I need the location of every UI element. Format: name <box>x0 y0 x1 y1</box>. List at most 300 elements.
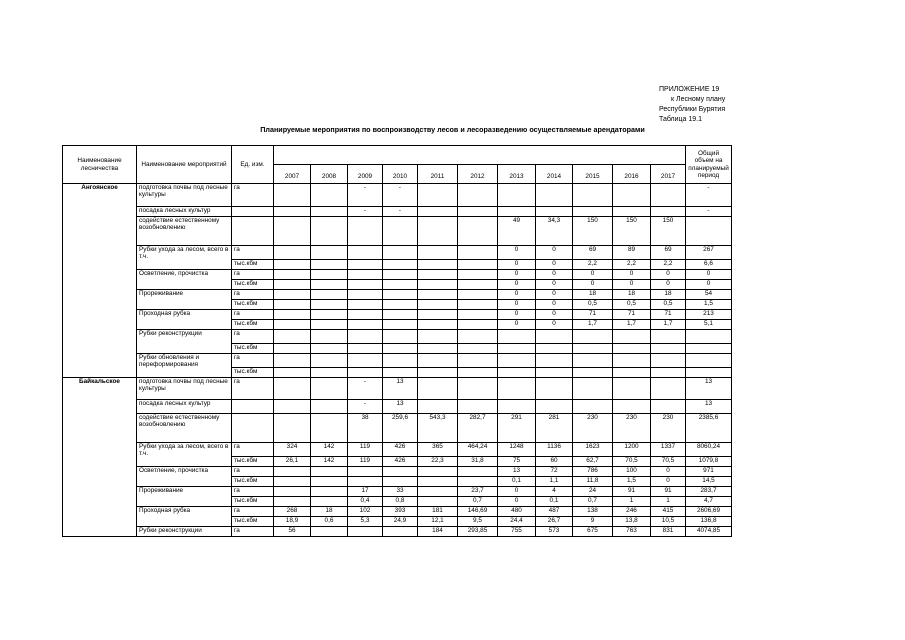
cell-value: 150 <box>613 217 651 246</box>
cell-value <box>383 354 418 368</box>
cell-value <box>458 184 498 207</box>
cell-unit: га <box>232 378 274 400</box>
cell-value <box>651 344 686 354</box>
cell-unit: тыс.кбм <box>232 517 274 527</box>
cell-activity: Прореживание <box>137 487 232 507</box>
cell-value <box>418 497 458 507</box>
table-row <box>63 467 732 477</box>
cell-value <box>383 368 418 378</box>
cell-value: - <box>383 184 418 207</box>
cell-value <box>311 497 348 507</box>
cell-value: 34,3 <box>536 217 573 246</box>
cell-value <box>498 344 536 354</box>
cell-value <box>311 184 348 207</box>
cell-value: 119 <box>348 443 383 457</box>
cell-value: - <box>348 400 383 414</box>
cell-value: 230 <box>651 414 686 443</box>
cell-value: 38 <box>348 414 383 443</box>
cell-value <box>274 320 311 330</box>
cell-value <box>498 378 536 400</box>
table-row <box>63 270 732 280</box>
cell-value <box>311 354 348 368</box>
header-forestry: Наименование лесничества <box>63 146 137 184</box>
cell-value <box>536 378 573 400</box>
cell-value: 0 <box>536 310 573 320</box>
cell-value: 146,69 <box>458 507 498 517</box>
cell-value: 9 <box>573 517 613 527</box>
cell-value <box>458 300 498 310</box>
cell-activity: Рубки обновления и переформирования <box>137 354 232 378</box>
cell-value: 31,8 <box>458 457 498 467</box>
cell-value <box>311 527 348 537</box>
header-year: 2008 <box>311 165 348 184</box>
cell-value <box>613 184 651 207</box>
cell-value <box>613 330 651 344</box>
cell-value <box>418 330 458 344</box>
cell-activity: Осветление, прочистка <box>137 467 232 487</box>
cell-value <box>274 354 311 368</box>
cell-value <box>651 184 686 207</box>
cell-total <box>686 344 732 354</box>
cell-value: 119 <box>348 457 383 467</box>
cell-value: 0 <box>498 270 536 280</box>
cell-value <box>274 477 311 487</box>
cell-value <box>311 487 348 497</box>
cell-total <box>686 330 732 344</box>
cell-value <box>651 330 686 344</box>
cell-value <box>418 368 458 378</box>
cell-value: 26,1 <box>274 457 311 467</box>
cell-activity: посадка лесных культур <box>137 400 232 414</box>
cell-value <box>418 344 458 354</box>
cell-value <box>458 260 498 270</box>
cell-value <box>348 330 383 344</box>
cell-value <box>613 378 651 400</box>
cell-value: 62,7 <box>573 457 613 467</box>
cell-value: 1,7 <box>651 320 686 330</box>
cell-value: 0 <box>536 270 573 280</box>
cell-value <box>418 217 458 246</box>
cell-value: 268 <box>274 507 311 517</box>
cell-value: 0 <box>498 290 536 300</box>
cell-value <box>274 344 311 354</box>
cell-value: 0,5 <box>651 300 686 310</box>
cell-unit <box>232 400 274 414</box>
cell-value: 1,7 <box>613 320 651 330</box>
cell-value: 181 <box>418 507 458 517</box>
cell-value: 12,1 <box>418 517 458 527</box>
cell-value <box>348 467 383 477</box>
cell-value: 75 <box>498 457 536 467</box>
cell-value: 259,6 <box>383 414 418 443</box>
cell-value: 56 <box>274 527 311 537</box>
cell-value <box>274 368 311 378</box>
cell-total: 1079,8 <box>686 457 732 467</box>
header-activity: Наименование мероприятий <box>137 146 232 184</box>
cell-unit: га <box>232 507 274 517</box>
cell-value: 26,7 <box>536 517 573 527</box>
cell-total: 6,6 <box>686 260 732 270</box>
header-year: 2012 <box>458 165 498 184</box>
table-row <box>63 290 732 300</box>
cell-activity: Рубки реконструкции <box>137 330 232 354</box>
cell-value: 1337 <box>651 443 686 457</box>
cell-value <box>383 270 418 280</box>
cell-value: - <box>383 207 418 217</box>
cell-value: 71 <box>613 310 651 320</box>
cell-activity: подготовка почвы под лесные культуры <box>137 378 232 400</box>
cell-value <box>573 330 613 344</box>
cell-value: 1,1 <box>536 477 573 487</box>
cell-value <box>498 354 536 368</box>
cell-value <box>383 467 418 477</box>
cell-total: 13 <box>686 400 732 414</box>
cell-unit <box>232 207 274 217</box>
cell-value <box>418 400 458 414</box>
cell-value: 18 <box>613 290 651 300</box>
cell-value <box>418 246 458 260</box>
table-row <box>63 400 732 414</box>
cell-value: 0 <box>651 477 686 487</box>
cell-value: 0 <box>613 280 651 290</box>
table-row <box>63 443 732 457</box>
cell-value <box>348 310 383 320</box>
cell-value <box>536 184 573 207</box>
cell-value <box>418 290 458 300</box>
cell-value <box>536 207 573 217</box>
cell-unit: тыс.кбм <box>232 260 274 270</box>
cell-value <box>348 320 383 330</box>
cell-value <box>348 477 383 487</box>
cell-value <box>348 527 383 537</box>
cell-total: 971 <box>686 467 732 477</box>
appendix-label: ПРИЛОЖЕНИЕ 19 <box>659 86 720 93</box>
cell-total: 1,5 <box>686 300 732 310</box>
cell-value <box>498 184 536 207</box>
cell-forestry: Ангоянское <box>63 184 137 378</box>
cell-value <box>274 467 311 477</box>
cell-value <box>651 400 686 414</box>
cell-value <box>311 400 348 414</box>
cell-value <box>311 260 348 270</box>
cell-value: 0,8 <box>383 497 418 507</box>
cell-value: 0,5 <box>573 300 613 310</box>
cell-activity: посадка лесных культур <box>137 207 232 217</box>
header-year: 2010 <box>383 165 418 184</box>
cell-unit: тыс.кбм <box>232 457 274 467</box>
cell-value <box>418 310 458 320</box>
cell-unit: га <box>232 246 274 260</box>
cell-value <box>348 217 383 246</box>
cell-value <box>458 290 498 300</box>
cell-value <box>573 184 613 207</box>
cell-value: 89 <box>613 246 651 260</box>
header-year: 2011 <box>418 165 458 184</box>
cell-value <box>458 378 498 400</box>
cell-value <box>274 414 311 443</box>
cell-value: 230 <box>573 414 613 443</box>
cell-value <box>458 330 498 344</box>
cell-activity: содействие естественному возобновлению <box>137 414 232 443</box>
cell-value: 1200 <box>613 443 651 457</box>
cell-value <box>274 207 311 217</box>
cell-value: 72 <box>536 467 573 477</box>
cell-value: 1248 <box>498 443 536 457</box>
cell-value: 70,5 <box>613 457 651 467</box>
cell-value <box>458 467 498 477</box>
cell-value: 0 <box>651 467 686 477</box>
cell-value: 786 <box>573 467 613 477</box>
cell-value <box>458 246 498 260</box>
cell-value <box>311 217 348 246</box>
cell-value: 675 <box>573 527 613 537</box>
cell-value <box>311 320 348 330</box>
cell-value <box>383 310 418 320</box>
cell-value <box>348 246 383 260</box>
cell-activity: Рубки реконструкции <box>137 527 232 537</box>
cell-value: 480 <box>498 507 536 517</box>
cell-value <box>311 378 348 400</box>
cell-value <box>458 400 498 414</box>
cell-value <box>458 310 498 320</box>
cell-unit: тыс.кбм <box>232 497 274 507</box>
table-row <box>63 527 732 537</box>
cell-activity: Осветление, прочистка <box>137 270 232 290</box>
cell-value: 393 <box>383 507 418 517</box>
cell-value <box>311 368 348 378</box>
cell-value <box>311 414 348 443</box>
cell-value: 18 <box>651 290 686 300</box>
cell-value: 324 <box>274 443 311 457</box>
cell-value <box>613 207 651 217</box>
cell-value <box>458 217 498 246</box>
cell-total: 8060,24 <box>686 443 732 457</box>
table-row <box>63 507 732 517</box>
cell-value: 0 <box>651 280 686 290</box>
cell-value <box>274 497 311 507</box>
cell-value <box>311 207 348 217</box>
cell-value: 4 <box>536 487 573 497</box>
cell-value: 487 <box>536 507 573 517</box>
cell-value: 22,3 <box>418 457 458 467</box>
cell-value: 0 <box>536 280 573 290</box>
cell-value <box>498 207 536 217</box>
cell-value <box>458 344 498 354</box>
cell-value: 0 <box>498 246 536 260</box>
cell-value: 5,3 <box>348 517 383 527</box>
cell-value: 10,5 <box>651 517 686 527</box>
cell-total <box>686 354 732 368</box>
cell-value: 2,2 <box>651 260 686 270</box>
cell-value: 142 <box>311 457 348 467</box>
cell-value <box>498 400 536 414</box>
cell-value: 282,7 <box>458 414 498 443</box>
table-row <box>63 217 732 246</box>
cell-value: 138 <box>573 507 613 517</box>
cell-value <box>573 354 613 368</box>
cell-value: 18 <box>573 290 613 300</box>
cell-value <box>458 207 498 217</box>
cell-total: 2606,69 <box>686 507 732 517</box>
cell-value <box>274 310 311 320</box>
cell-value <box>418 270 458 280</box>
cell-value <box>311 290 348 300</box>
cell-value <box>274 400 311 414</box>
cell-value <box>274 270 311 280</box>
cell-value: 0 <box>498 260 536 270</box>
table-row <box>63 414 732 443</box>
cell-value: 464,24 <box>458 443 498 457</box>
cell-total: 0 <box>686 270 732 280</box>
cell-total: 267 <box>686 246 732 260</box>
cell-value <box>458 354 498 368</box>
cell-value <box>383 344 418 354</box>
cell-value: 13 <box>498 467 536 477</box>
cell-value: 0 <box>536 260 573 270</box>
cell-value: 0,4 <box>348 497 383 507</box>
cell-activity: Прореживание <box>137 290 232 310</box>
header-year: 2016 <box>613 165 651 184</box>
cell-value: 2,2 <box>573 260 613 270</box>
cell-value: 426 <box>383 457 418 467</box>
cell-value: 100 <box>613 467 651 477</box>
cell-total <box>686 217 732 246</box>
cell-value: 23,7 <box>458 487 498 497</box>
cell-forestry: Байкальское <box>63 378 137 537</box>
cell-value <box>458 477 498 487</box>
cell-value: 426 <box>383 443 418 457</box>
cell-value <box>383 477 418 487</box>
cell-total: 4074,85 <box>686 527 732 537</box>
cell-value: 293,85 <box>458 527 498 537</box>
cell-activity: подготовка почвы под лесные культуры <box>137 184 232 207</box>
cell-activity: Рубки ухода за лесом, всего в т.ч. <box>137 443 232 467</box>
cell-value <box>536 400 573 414</box>
cell-value <box>311 246 348 260</box>
header-total: Общий объем на планируемый период <box>686 146 732 184</box>
cell-value <box>383 280 418 290</box>
cell-value <box>311 344 348 354</box>
cell-total: 13 <box>686 378 732 400</box>
cell-value: 69 <box>573 246 613 260</box>
cell-value <box>348 344 383 354</box>
cell-value: 17 <box>348 487 383 497</box>
cell-total: 54 <box>686 290 732 300</box>
cell-value: 13 <box>383 378 418 400</box>
cell-value: 0 <box>498 280 536 290</box>
table-row <box>63 378 732 400</box>
cell-value <box>418 300 458 310</box>
cell-value: 60 <box>536 457 573 467</box>
cell-value <box>651 378 686 400</box>
cell-value: 70,5 <box>651 457 686 467</box>
cell-unit: га <box>232 290 274 300</box>
cell-value <box>498 368 536 378</box>
cell-value: 0 <box>573 280 613 290</box>
cell-value <box>651 354 686 368</box>
cell-value <box>613 400 651 414</box>
cell-value <box>573 378 613 400</box>
header-years-group <box>274 146 686 165</box>
cell-value <box>274 487 311 497</box>
cell-value <box>418 477 458 487</box>
cell-value: 71 <box>573 310 613 320</box>
cell-unit: га <box>232 443 274 457</box>
cell-value <box>418 378 458 400</box>
cell-value: 0 <box>498 320 536 330</box>
cell-unit: тыс.кбм <box>232 368 274 378</box>
cell-activity: содействие естественному возобновлению <box>137 217 232 246</box>
cell-value <box>274 330 311 344</box>
cell-value <box>383 330 418 344</box>
cell-value <box>274 184 311 207</box>
cell-value <box>458 270 498 280</box>
cell-value <box>573 207 613 217</box>
cell-value: 18,9 <box>274 517 311 527</box>
cell-value <box>573 368 613 378</box>
cell-value <box>418 280 458 290</box>
cell-value <box>418 354 458 368</box>
appendix-region: Республики Бурятия <box>659 106 726 113</box>
cell-value: 1,5 <box>613 477 651 487</box>
cell-value <box>311 477 348 487</box>
cell-value: 281 <box>536 414 573 443</box>
cell-value <box>383 260 418 270</box>
cell-value <box>383 320 418 330</box>
cell-total: - <box>686 207 732 217</box>
cell-value <box>536 330 573 344</box>
cell-value <box>348 280 383 290</box>
cell-value: 0 <box>498 497 536 507</box>
cell-value: 1136 <box>536 443 573 457</box>
cell-value: 0 <box>536 320 573 330</box>
cell-value: 0,7 <box>458 497 498 507</box>
cell-unit: тыс.кбм <box>232 344 274 354</box>
cell-value: 91 <box>651 487 686 497</box>
cell-value <box>348 368 383 378</box>
table-row <box>63 487 732 497</box>
cell-value <box>348 290 383 300</box>
cell-value: 142 <box>311 443 348 457</box>
cell-value: 543,3 <box>418 414 458 443</box>
header-year: 2007 <box>274 165 311 184</box>
appendix-table-number: Таблица 19.1 <box>659 116 703 123</box>
cell-value <box>418 320 458 330</box>
cell-value <box>348 270 383 280</box>
cell-value <box>573 344 613 354</box>
cell-unit: тыс.кбм <box>232 320 274 330</box>
cell-unit: га <box>232 270 274 280</box>
cell-value <box>383 246 418 260</box>
cell-value <box>311 300 348 310</box>
cell-value <box>573 400 613 414</box>
cell-value: - <box>348 207 383 217</box>
cell-value: 0 <box>498 487 536 497</box>
cell-value: 755 <box>498 527 536 537</box>
cell-value: 1 <box>651 497 686 507</box>
cell-value: 24,9 <box>383 517 418 527</box>
cell-value <box>458 368 498 378</box>
cell-value: 13 <box>383 400 418 414</box>
appendix-block <box>659 85 779 125</box>
table-row <box>63 330 732 344</box>
cell-total: - <box>686 184 732 207</box>
cell-value: 49 <box>498 217 536 246</box>
cell-value: 1623 <box>573 443 613 457</box>
cell-value <box>418 467 458 477</box>
cell-value <box>348 300 383 310</box>
cell-value <box>311 280 348 290</box>
